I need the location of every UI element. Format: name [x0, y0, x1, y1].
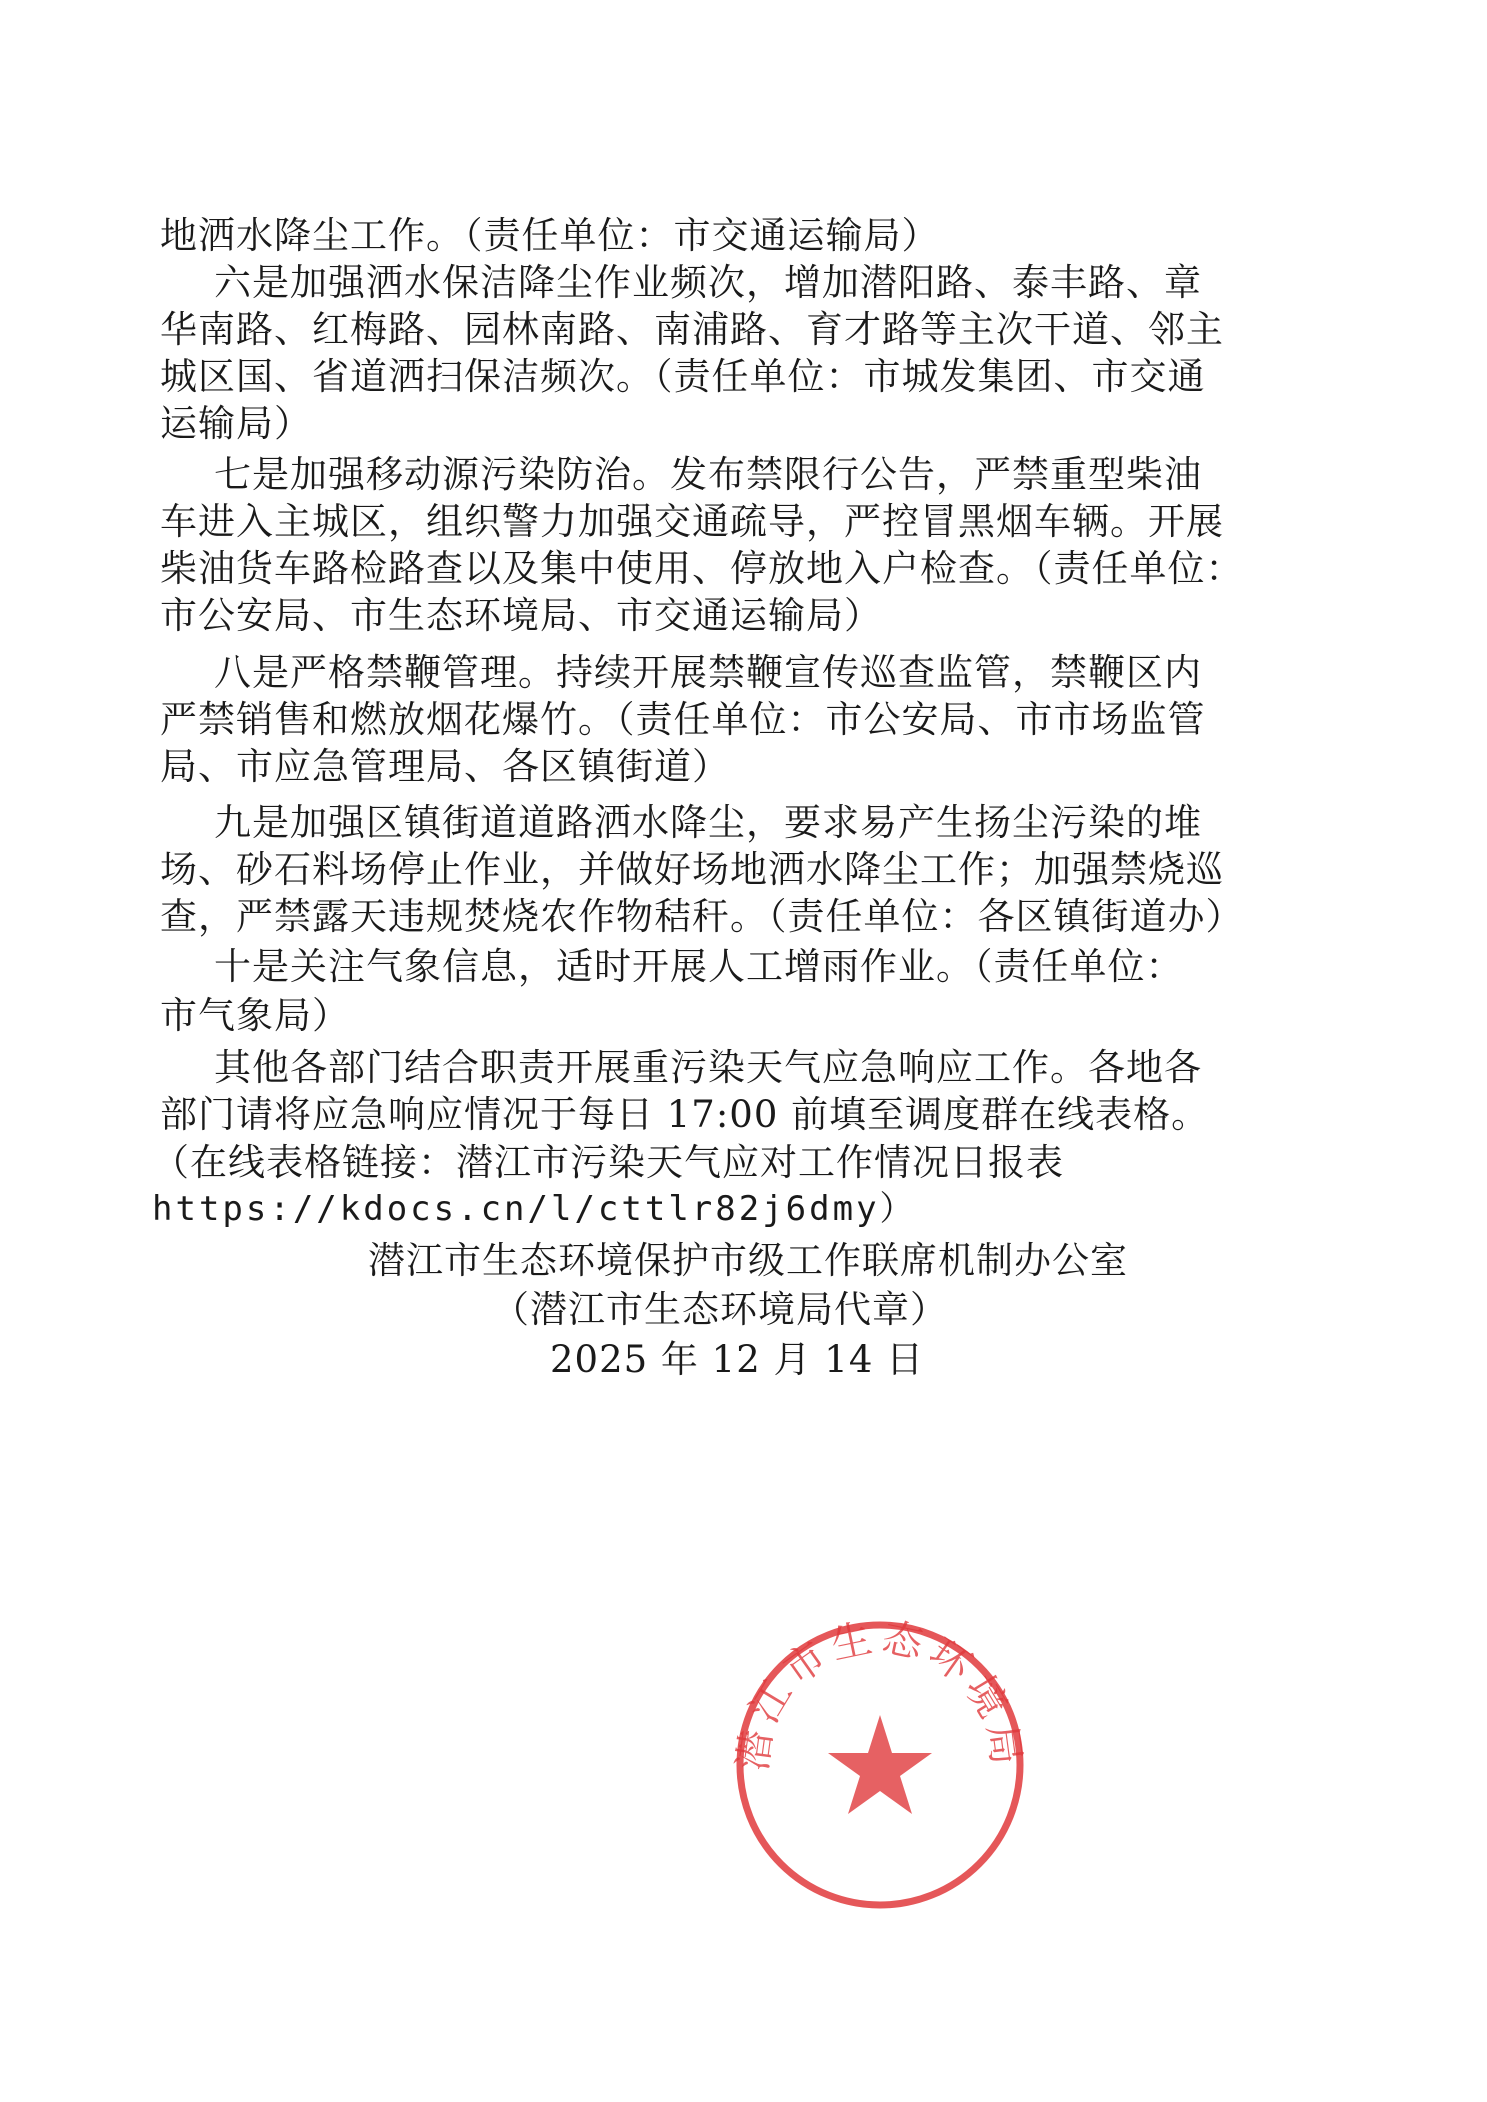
- body-line: 九是加强区镇街道道路洒水降尘，要求易产生扬尘污染的堆: [214, 801, 1202, 844]
- body-line: 车进入主城区，组织警力加强交通疏导，严控冒黑烟车辆。开展: [160, 500, 1224, 543]
- issue-date: 2025 年 12 月 14 日: [550, 1338, 925, 1381]
- body-line: 运输局）: [160, 402, 312, 445]
- body-line: 其他各部门结合职责开展重污染天气应急响应工作。各地各: [214, 1046, 1202, 1089]
- body-line: 市气象局）: [160, 994, 350, 1037]
- body-line: 查，严禁露天违规焚烧农作物秸秆。（责任单位：各区镇街道办）: [160, 895, 1244, 938]
- link-line: https://kdocs.cn/l/cttlr82j6dmy）: [152, 1189, 917, 1229]
- body-line: 十是关注气象信息，适时开展人工增雨作业。（责任单位：: [214, 945, 1184, 988]
- body-line: 场、砂石料场停止作业，并做好场地洒水降尘工作；加强禁烧巡: [160, 848, 1224, 891]
- body-line: 六是加强洒水保洁降尘作业频次，增加潜阳路、泰丰路、章: [214, 261, 1202, 304]
- svg-text:潜江市生态环境局: 潜江市生态环境局: [730, 1614, 1030, 1774]
- body-line: 市公安局、市生态环境局、市交通运输局）: [160, 594, 882, 637]
- body-line: 城区国、省道洒扫保洁频次。（责任单位：市城发集团、市交通: [160, 355, 1206, 398]
- issuer-name: 潜江市生态环境保护市级工作联席机制办公室: [368, 1239, 1128, 1282]
- body-line: 局、市应急管理局、各区镇街道）: [160, 745, 730, 788]
- body-line: 柴油货车路检路查以及集中使用、停放地入户检查。（责任单位：: [160, 547, 1244, 590]
- body-line: 部门请将应急响应情况于每日 17:00 前填至调度群在线表格。: [160, 1093, 1210, 1136]
- body-line: 七是加强移动源污染防治。发布禁限行公告，严禁重型柴油: [214, 453, 1202, 496]
- body-line: 严禁销售和燃放烟花爆竹。（责任单位：市公安局、市市场监管: [160, 698, 1206, 741]
- seal-note: （潜江市生态环境局代章）: [492, 1288, 948, 1331]
- body-line: 八是严格禁鞭管理。持续开展禁鞭宣传巡查监管，禁鞭区内: [214, 651, 1202, 694]
- body-line: 地洒水降尘工作。（责任单位：市交通运输局）: [160, 214, 940, 257]
- official-seal-icon: [725, 1610, 1035, 1920]
- body-line: 华南路、红梅路、园林南路、南浦路、育才路等主次干道、邻主: [160, 308, 1224, 351]
- body-line: （在线表格链接：潜江市污染天气应对工作情况日报表: [152, 1141, 1064, 1184]
